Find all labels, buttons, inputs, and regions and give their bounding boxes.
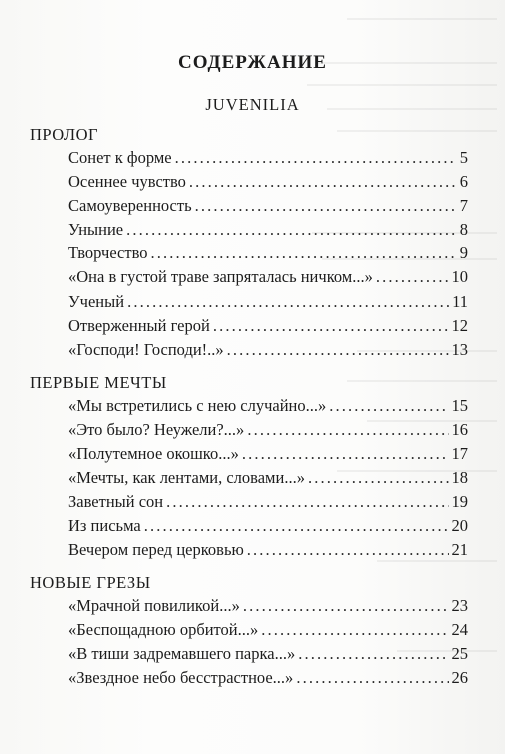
toc-entry-page: 9 (459, 243, 468, 262)
dot-leader (376, 267, 449, 287)
toc-entry-page: 21 (451, 540, 468, 559)
toc-entry[interactable] (68, 668, 468, 690)
toc-entry-page: 20 (451, 516, 468, 535)
section-heading-prologue: ПРОЛОГ (30, 125, 99, 144)
part-subtitle: JUVENILIA (205, 95, 300, 114)
toc-entry-title: «Мрачной повиликой...» (68, 596, 240, 615)
toc-entry-title: Сонет к форме (68, 148, 172, 167)
toc-entry[interactable] (68, 492, 468, 514)
toc-entry-title: Уныние (68, 220, 124, 239)
dot-leader (247, 540, 449, 560)
toc-entry[interactable] (68, 620, 468, 642)
dot-leader (151, 243, 457, 263)
page-title: СОДЕРЖАНИЕ (178, 52, 327, 73)
toc-entry-page: 8 (459, 220, 468, 239)
toc-entry-page: 5 (459, 148, 468, 167)
dot-leader (175, 148, 457, 168)
toc-entry-title: Самоуверенность (68, 196, 192, 215)
toc-entry[interactable] (68, 148, 468, 170)
toc-entry-title: Из письма (68, 516, 141, 535)
toc-entry[interactable] (68, 468, 468, 490)
dot-leader (261, 620, 448, 640)
dot-leader (247, 420, 448, 440)
toc-entry-page: 10 (451, 267, 468, 286)
section-heading-first-dreams: ПЕРВЫЕ МЕЧТЫ (30, 373, 167, 392)
toc-entry-title: «Полутемное окошко...» (68, 444, 239, 463)
toc-entry-title: Вечером перед церковью (68, 540, 244, 559)
toc-entry[interactable] (68, 396, 468, 418)
toc-entry-title: Осеннее чувство (68, 172, 186, 191)
toc-entry-title: «В тиши задремавшего парка...» (68, 644, 296, 663)
toc-entry[interactable] (68, 420, 468, 442)
toc-entry-title: Заветный сон (68, 492, 164, 511)
toc-entry[interactable] (68, 196, 468, 218)
toc-entry[interactable] (68, 243, 468, 265)
toc-entry-title: «Это было? Неужели?...» (68, 420, 245, 439)
dot-leader (189, 172, 457, 192)
toc-entry-page: 19 (451, 492, 468, 511)
toc-entry[interactable] (68, 220, 468, 242)
toc-entry[interactable] (68, 316, 468, 338)
toc-entry[interactable] (68, 292, 468, 314)
toc-entry-page: 6 (459, 172, 468, 191)
dot-leader (242, 444, 449, 464)
toc-entry[interactable] (68, 267, 468, 289)
toc-entry-title: «Беспощадною орбитой...» (68, 620, 259, 639)
toc-entry[interactable] (68, 444, 468, 466)
toc-entry[interactable] (68, 644, 468, 666)
toc-entry[interactable] (68, 516, 468, 538)
toc-entry-title: «Мечты, как лентами, словами...» (68, 468, 305, 487)
dot-leader (298, 644, 448, 664)
toc-entry-title: «Мы встретились с нею случайно...» (68, 396, 327, 415)
toc-entry[interactable] (68, 540, 468, 562)
toc-entry-page: 15 (451, 396, 468, 415)
toc-entry-page: 25 (451, 644, 468, 663)
toc-entry-page: 26 (451, 668, 468, 687)
dot-leader (227, 340, 449, 360)
toc-entry-page: 18 (451, 468, 468, 487)
dot-leader (296, 668, 448, 688)
dot-leader (195, 196, 457, 216)
toc-entry-title: «Она в густой траве запряталась ничком...» (68, 267, 373, 286)
toc-entry-page: 12 (451, 316, 468, 335)
toc-entry[interactable] (68, 172, 468, 194)
section-heading-new-reveries: НОВЫЕ ГРЕЗЫ (30, 573, 151, 592)
toc-entry-page: 11 (452, 292, 468, 311)
dot-leader (144, 516, 449, 536)
toc-entry-page: 16 (451, 420, 468, 439)
dot-leader (329, 396, 448, 416)
toc-entry-title: «Звездное небо бесстрастное...» (68, 668, 294, 687)
toc-entry-page: 7 (459, 196, 468, 215)
dot-leader (213, 316, 449, 336)
toc-entry-page: 24 (451, 620, 468, 639)
toc-entry-title: Ученый (68, 292, 125, 311)
toc-entry-page: 17 (451, 444, 468, 463)
dot-leader (127, 292, 449, 312)
toc-entry-title: «Господи! Господи!..» (68, 340, 224, 359)
toc-entry[interactable] (68, 340, 468, 362)
dot-leader (308, 468, 449, 488)
dot-leader (126, 220, 457, 240)
toc-entry-page: 13 (451, 340, 468, 359)
dot-leader (243, 596, 449, 616)
toc-entry-title: Отверженный герой (68, 316, 210, 335)
dot-leader (166, 492, 448, 512)
toc-entry[interactable] (68, 596, 468, 618)
toc-entry-title: Творчество (68, 243, 148, 262)
toc-entry-page: 23 (451, 596, 468, 615)
